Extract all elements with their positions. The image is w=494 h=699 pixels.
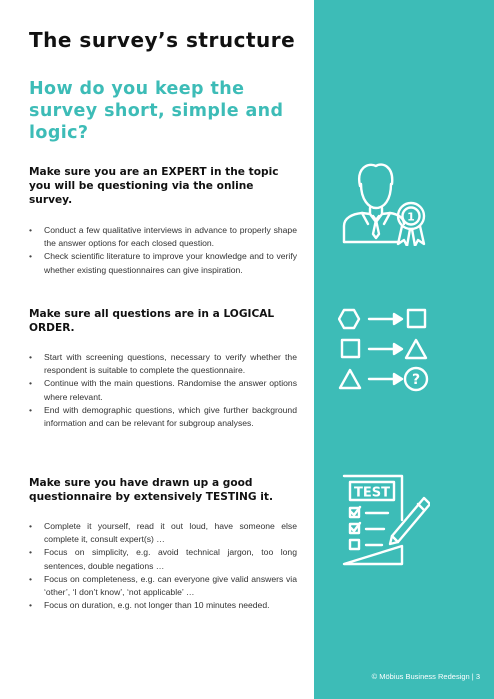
hexagon-icon: [339, 310, 359, 328]
list-item: • Continue with the main questions. Randomise the answer options where relevant.: [29, 377, 297, 403]
page-subtitle: How do you keep the survey short, simple and logic?: [29, 79, 284, 143]
section-heading-expert: Make sure you are an EXPERT in the topic you will be questioning via the online survey.: [29, 166, 279, 206]
list-item: • Conduct a few qualitative interviews in advance to properly shape the answer options for each closed question.: [29, 224, 297, 250]
test-checklist-pencil-icon: [340, 472, 430, 568]
list-item: • Start with screening questions, necessary to verify whether the respondent is suitable to complete the questionnaire.: [29, 351, 297, 377]
footer-credit: © Möbius Business Redesign | 3: [371, 672, 480, 681]
page-title: The survey’s structure: [29, 28, 296, 52]
list-item: • Focus on simplicity, e.g. avoid technical jargon, too long sentences, double negations …: [29, 546, 297, 572]
list-item: • Complete it yourself, read it out loud, have someone else complete it, consult expert(s) …: [29, 520, 297, 546]
triangle-icon: [406, 340, 426, 358]
square-icon: [342, 340, 359, 357]
list-item: • Check scientific literature to improve your knowledge and to verify whether existing questionnaires can give inspiration.: [29, 250, 297, 276]
bullet-list-testing: [29, 520, 297, 612]
bullet-list-order: [29, 351, 297, 430]
test-label: TEST: [354, 485, 390, 501]
triangle-icon: [340, 370, 360, 388]
list-item: • Focus on completeness, e.g. can everyone give valid answers via ‘other’, ‘I don’t know’, ‘not applicable’ …: [29, 573, 297, 599]
section-heading-testing: Make sure you have drawn up a good questionnaire by extensively TESTING it.: [29, 477, 274, 503]
square-icon: [408, 310, 425, 327]
medal-number: 1: [407, 210, 415, 224]
logical-order-shapes-icon: [338, 304, 438, 398]
section-heading-order: Make sure all questions are in a LOGICAL ORDER.: [29, 308, 275, 334]
bullet-list-expert: [29, 224, 297, 277]
question-mark: ?: [411, 372, 421, 388]
list-item: • Focus on duration, e.g. not longer than 10 minutes needed.: [29, 599, 297, 612]
expert-person-medal-icon: [338, 160, 438, 246]
list-item: • End with demographic questions, which give further background information and can be relevant for subgroup analyses.: [29, 404, 297, 430]
